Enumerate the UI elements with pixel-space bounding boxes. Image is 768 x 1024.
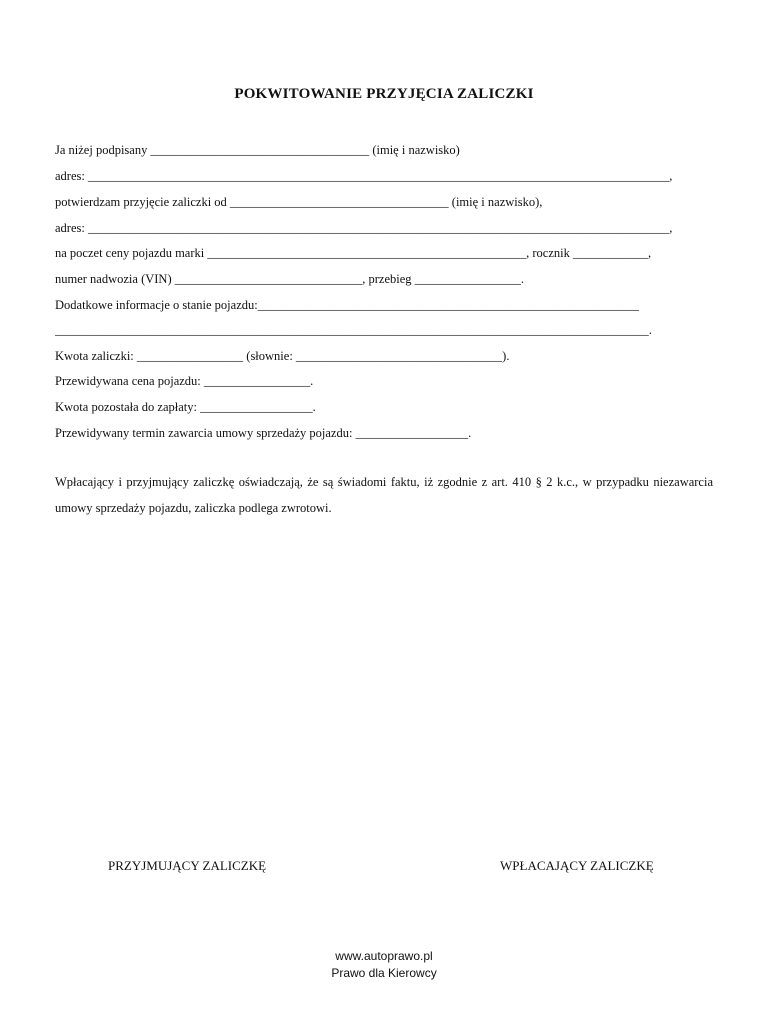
form-line-additional-info-cont: _______________________________________________________________________________________________. xyxy=(55,323,652,337)
signature-label-payer: WPŁACAJĄCY ZALICZKĘ xyxy=(500,858,654,873)
signature-label-recipient: PRZYJMUJĄCY ZALICZKĘ xyxy=(108,858,267,873)
footer-tagline: Prawo dla Kierowcy xyxy=(331,966,437,980)
form-line-payer-name: potwierdzam przyjęcie zaliczki od ___________________________________ (imię i nazwisko), xyxy=(55,195,543,209)
form-line-vin: numer nadwozia (VIN) ______________________________, przebieg _________________. xyxy=(55,272,525,286)
form-line-signer-name: Ja niżej podpisany ___________________________________ (imię i nazwisko) xyxy=(55,143,460,157)
form-line-payer-address: adres: _____________________________________________________________________________________________, xyxy=(55,221,673,235)
form-line-expected-price: Przewidywana cena pojazdu: _________________. xyxy=(55,374,314,388)
form-line-deposit-amount: Kwota zaliczki: _________________ (słownie: _________________________________). xyxy=(55,349,510,363)
form-line-vehicle-make: na poczet ceny pojazdu marki ___________________________________________________, rocznik ____________, xyxy=(55,246,652,260)
refund-statement: Wpłacający i przyjmujący zaliczkę oświadczają, że są świadomi faktu, iż zgodnie z art. 410 § 2 k.c., w przypadku niezawarcia umowy sprzedaży pojazdu, zaliczka podlega zwrotowi. xyxy=(55,475,713,515)
form-line-signer-address: adres: _____________________________________________________________________________________________, xyxy=(55,169,673,183)
form-line-contract-date: Przewidywany termin zawarcia umowy sprzedaży pojazdu: __________________. xyxy=(55,426,472,440)
footer-url: www.autoprawo.pl xyxy=(335,949,433,963)
footer xyxy=(0,948,768,982)
document-title: POKWITOWANIE PRZYJĘCIA ZALICZKI xyxy=(234,86,534,102)
form-line-additional-info: Dodatkowe informacje o stanie pojazdu:_____________________________________________________________ xyxy=(55,298,639,312)
form-line-remaining-amount: Kwota pozostała do zapłaty: __________________. xyxy=(55,400,316,414)
